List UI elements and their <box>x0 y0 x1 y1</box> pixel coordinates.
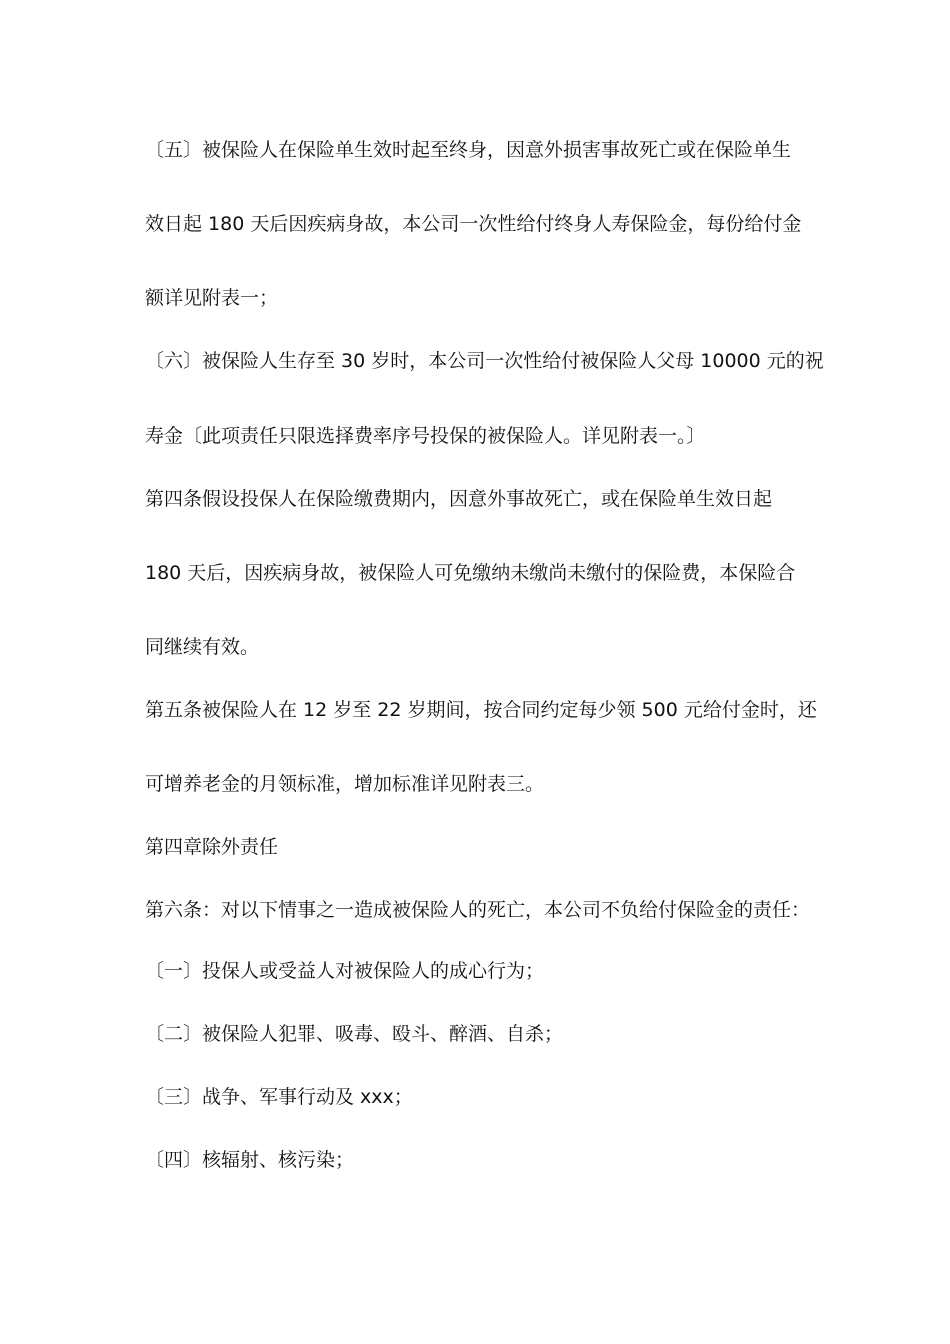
text-line: 效日起 180 天后因疾病身故，本公司一次性给付终身人寿保险金，每份给付金 <box>145 213 802 235</box>
list-item: 〔二〕被保险人犯罪、吸毒、殴斗、醉酒、自杀； <box>145 1023 564 1045</box>
text-line: 第五条被保险人在 12 岁至 22 岁期间，按合同约定每少领 500 元给付金时，还 <box>145 699 817 721</box>
text-line: 第六条：对以下情事之一造成被保险人的死亡，本公司不负给付保险金的责任： <box>145 899 811 921</box>
text-line: 180 天后，因疾病身故，被保险人可免缴纳未缴尚未缴付的保险费，本保险合 <box>145 562 796 584</box>
section-heading: 第四章除外责任 <box>145 836 279 858</box>
text-line: 可增养老金的月领标准，增加标准详见附表三。 <box>145 773 545 795</box>
text-line: 额详见附表一； <box>145 287 279 309</box>
text-line: 〔六〕被保险人生存至 30 岁时，本公司一次性给付被保险人父母 10000 元的祝 <box>145 350 824 372</box>
text-line: 寿金〔此项责任只限选择费率序号投保的被保险人。详见附表一。〕 <box>145 425 706 447</box>
text-line: 〔五〕被保险人在保险单生效时起至终身，因意外损害事故死亡或在保险单生 <box>145 139 792 161</box>
list-item: 〔一〕投保人或受益人对被保险人的成心行为； <box>145 960 545 982</box>
list-item: 〔三〕战争、军事行动及 xxx； <box>145 1086 413 1108</box>
text-line: 同继续有效。 <box>145 636 260 658</box>
text-line: 第四条假设投保人在保险缴费期内，因意外事故死亡，或在保险单生效日起 <box>145 488 773 510</box>
list-item: 〔四〕核辐射、核污染； <box>145 1149 355 1171</box>
